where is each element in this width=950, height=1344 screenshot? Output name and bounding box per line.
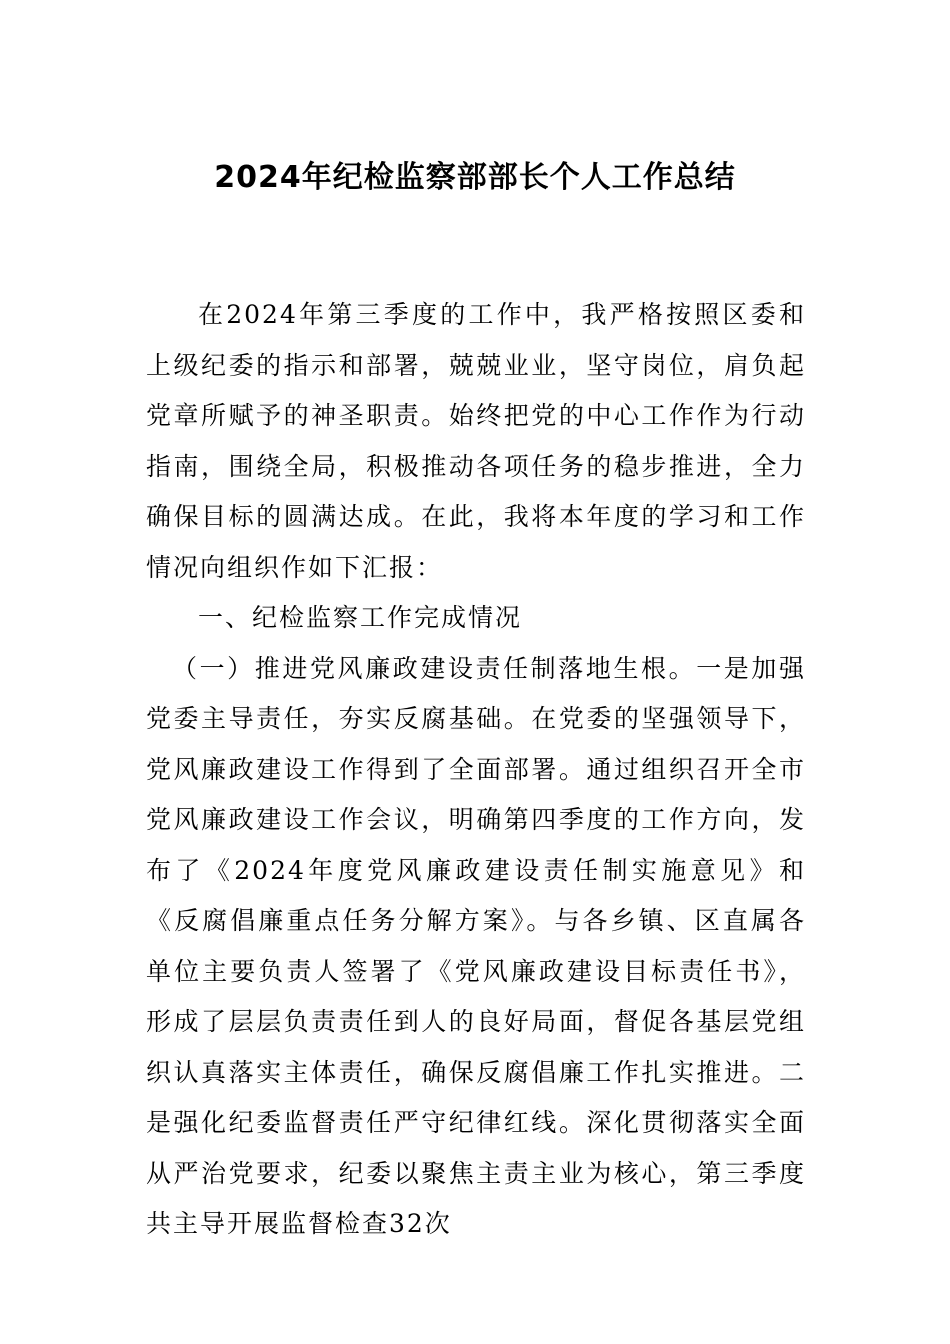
intro-paragraph: 在2024年第三季度的工作中，我严格按照区委和上级纪委的指示和部署，兢兢业业，坚守岗位，肩负起党章所赋予的神圣职责。始终把党的中心工作作为行动指南，围绕全局，积极推动各项任务的稳步推进，全力确保目标的圆满达成。在此，我将本年度的学习和工作情况向组织作如下汇报： <box>146 300 806 582</box>
subsection-paragraph: （一）推进党风廉政建设责任制落地生根。一是加强党委主导责任，夯实反腐基础。在党委的坚强领导下，党风廉政建设工作得到了全面部署。通过组织召开全市党风廉政建设工作会议，明确第四季度的工作方向，发布了《2024年度党风廉政建设责任制实施意见》和《反腐倡廉重点任务分解方案》。与各乡镇、区直属各单位主要负责人签署了《党风廉政建设目标责任书》，形成了层层负责责任到人的良好局面，督促各基层党组织认真落实主体责任，确保反腐倡廉工作扎实推进。二是强化纪委监督责任严守纪律红线。深化贯彻落实全面从严治党要求，纪委以聚焦主责主业为核心，第三季度共主导开展监督检查32次 <box>146 653 806 1238</box>
document-body <box>146 290 806 1250</box>
document-title: 2024年纪检监察部部长个人工作总结 <box>214 160 736 195</box>
section-heading: 一、纪检监察工作完成情况 <box>198 603 523 632</box>
